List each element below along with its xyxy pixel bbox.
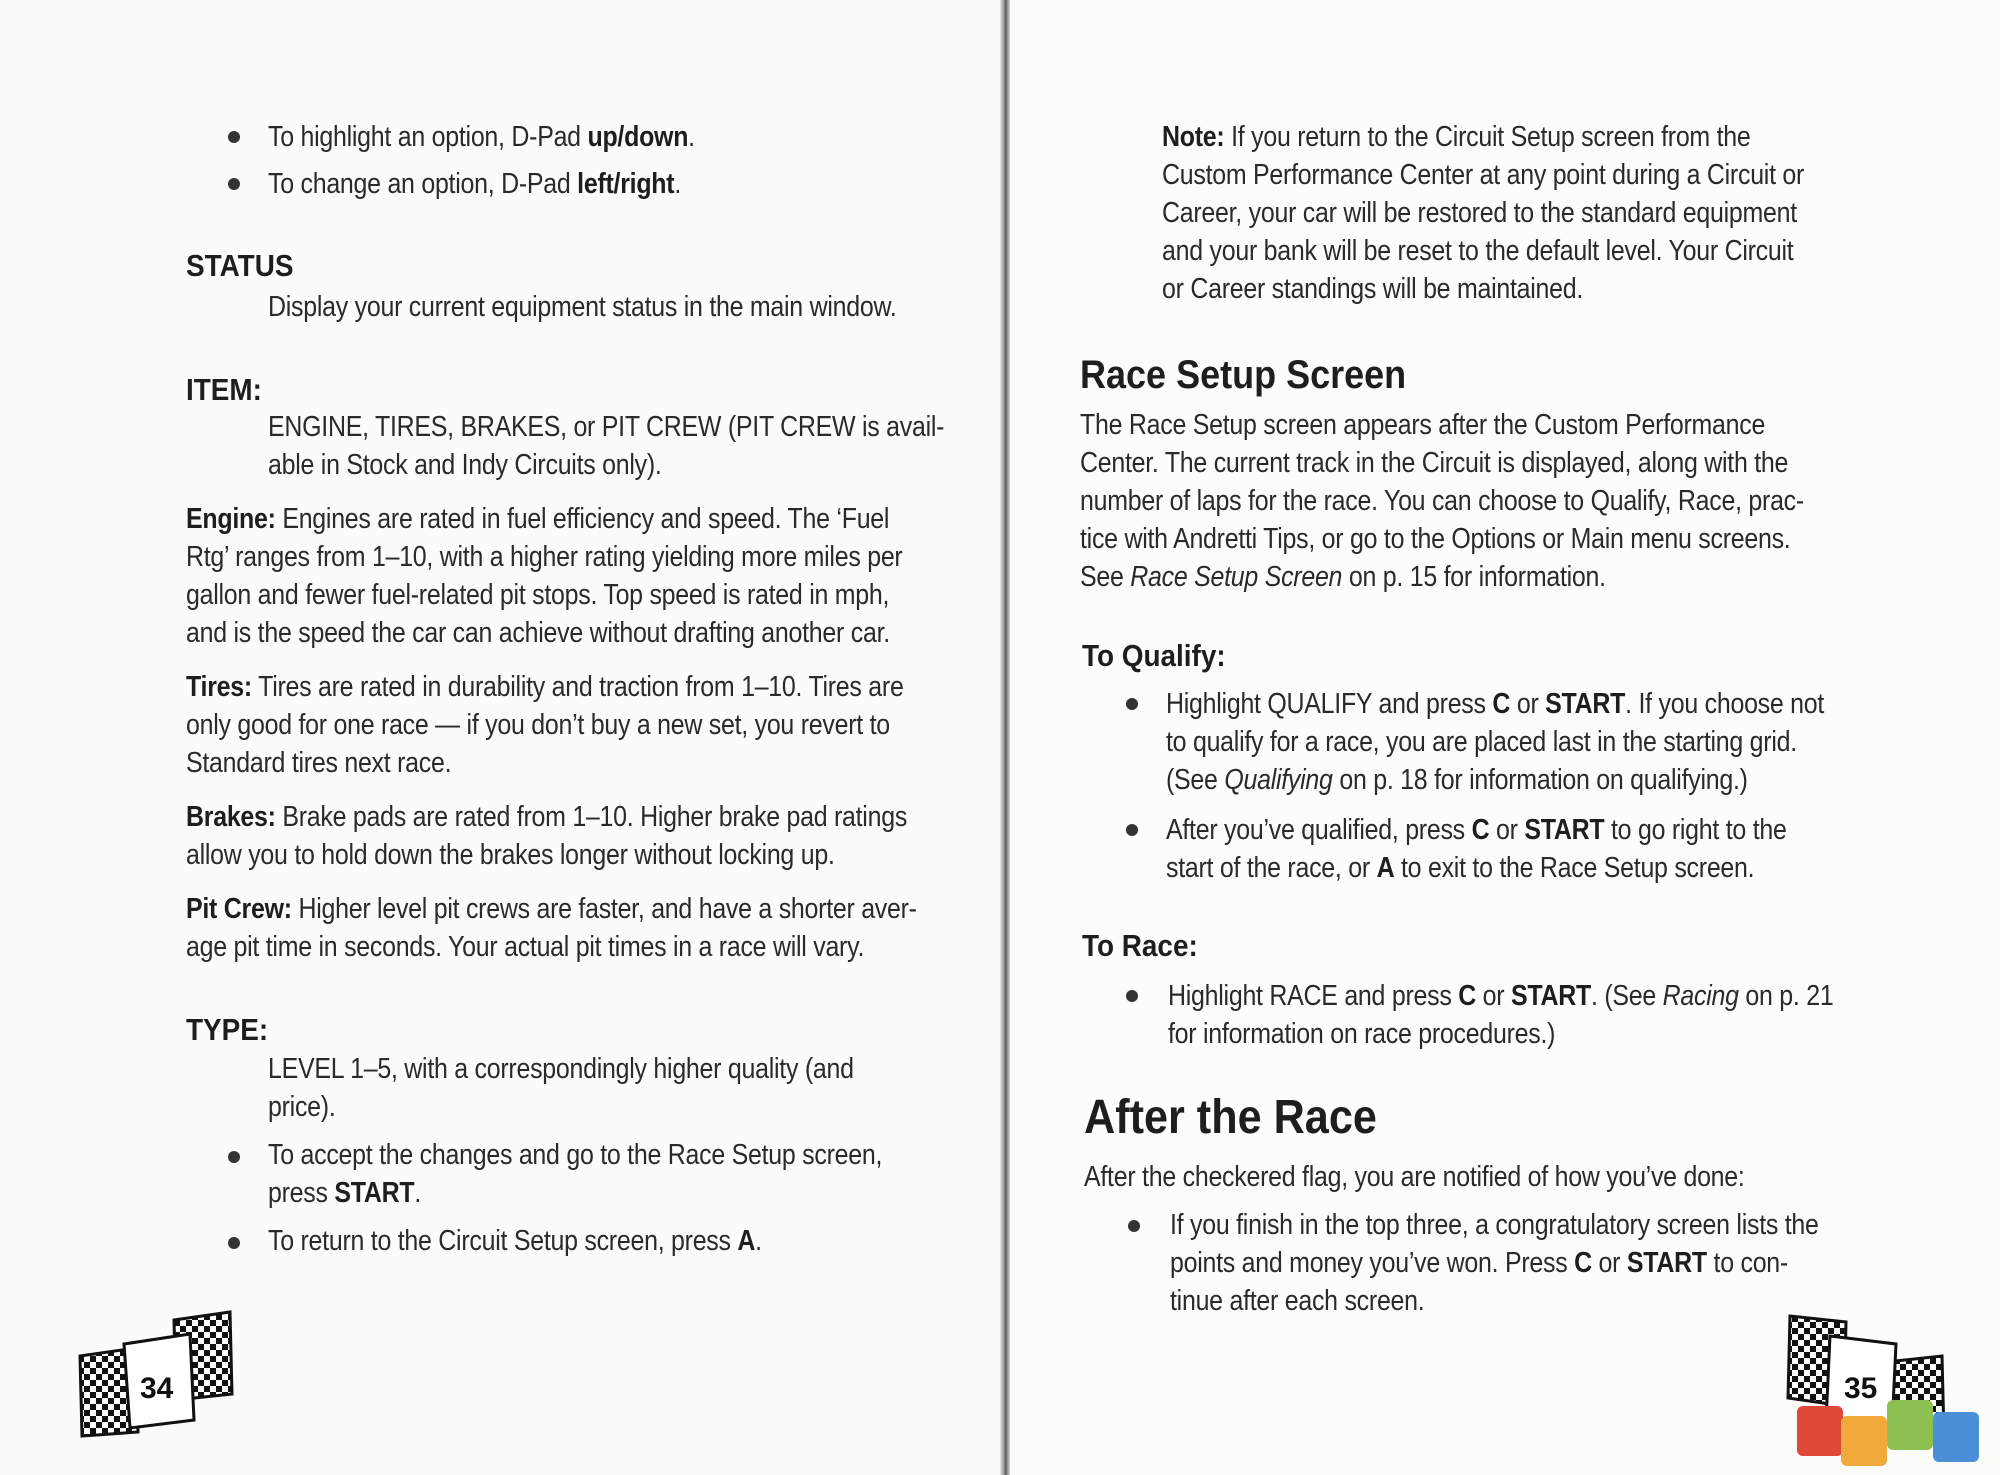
bullet-dot xyxy=(228,1237,240,1249)
race-setup-line: tice with Andretti Tips, or go to the Options or Main menu screens. xyxy=(1080,523,1791,555)
type-line: price). xyxy=(268,1091,336,1123)
bullet-dot xyxy=(1126,698,1138,710)
item-line: ENGINE, TIRES, BRAKES, or PIT CREW (PIT CREW is avail- xyxy=(268,411,945,443)
after-race-bullet-line2: points and money you’ve won. Press C or START to con- xyxy=(1170,1247,1788,1279)
bullet-dot xyxy=(1128,1220,1140,1232)
bullet-dot xyxy=(1126,824,1138,836)
race-setup-see: See Race Setup Screen on p. 15 for information. xyxy=(1080,561,1606,593)
after-race-heading: After the Race xyxy=(1084,1091,1377,1144)
qualify-bullet-1-line3: (See Qualifying on p. 18 for information on qualifying.) xyxy=(1166,764,1748,796)
bullet-accept-changes-line2: press START. xyxy=(268,1177,422,1209)
pitcrew-line: age pit time in seconds. Your actual pit times in a race will vary. xyxy=(186,931,865,963)
engine-line: Rtg’ ranges from 1–10, with a higher rating yielding more miles per xyxy=(186,541,903,573)
status-text: Display your current equipment status in the main window. xyxy=(268,291,897,323)
vgdb-tile-b xyxy=(1933,1412,1979,1462)
bullet-dot xyxy=(228,1151,240,1163)
vgdb-tile-v xyxy=(1797,1406,1843,1456)
after-race-bullet: If you finish in the top three, a congratulatory screen lists the xyxy=(1170,1209,1819,1241)
vgdb-tile-d xyxy=(1887,1400,1933,1450)
race-setup-line: Center. The current track in the Circuit is displayed, along with the xyxy=(1080,447,1789,479)
qualify-bullet-2-line2: start of the race, or A to exit to the Race Setup screen. xyxy=(1166,852,1755,884)
to-race-heading: To Race: xyxy=(1082,928,1198,963)
bullet-dot xyxy=(228,178,240,190)
after-race-intro: After the checkered flag, you are notified of how you’ve done: xyxy=(1084,1161,1745,1193)
item-line: able in Stock and Indy Circuits only). xyxy=(268,449,662,481)
bullet-dot xyxy=(1126,990,1138,1002)
race-bullet-line2: for information on race procedures.) xyxy=(1168,1018,1556,1050)
book-spine xyxy=(1000,0,1010,1475)
tires-line: Standard tires next race. xyxy=(186,747,452,779)
status-heading: STATUS xyxy=(186,248,294,283)
bullet-change-option: To change an option, D-Pad left/right. xyxy=(268,168,682,200)
note-line: Custom Performance Center at any point during a Circuit or xyxy=(1162,159,1805,191)
bullet-highlight-option: To highlight an option, D-Pad up/down. xyxy=(268,121,695,153)
pitcrew-paragraph: Pit Crew: Higher level pit crews are faster, and have a shorter aver- xyxy=(186,893,917,925)
bullet-dot xyxy=(228,131,240,143)
bullet-accept-changes: To accept the changes and go to the Race Setup screen, xyxy=(268,1139,883,1171)
vgdb-watermark-logo xyxy=(1795,1398,1995,1468)
race-bullet: Highlight RACE and press C or START. (See Racing on p. 21 xyxy=(1168,980,1834,1012)
engine-line: and is the speed the car can achieve without drafting another car. xyxy=(186,617,890,649)
type-line: LEVEL 1–5, with a correspondingly higher quality (and xyxy=(268,1053,854,1085)
qualify-bullet-1-line2: to qualify for a race, you are placed last in the starting grid. xyxy=(1166,726,1797,758)
note-line: and your bank will be reset to the default level. Your Circuit xyxy=(1162,235,1794,267)
checkered-flag-icon xyxy=(78,1308,238,1438)
engine-line: gallon and fewer fuel-related pit stops. Top speed is rated in mph, xyxy=(186,579,890,611)
qualify-bullet-2: After you’ve qualified, press C or START to go right to the xyxy=(1166,814,1787,846)
page-number: 34 xyxy=(140,1372,174,1405)
after-race-bullet-line3: tinue after each screen. xyxy=(1170,1285,1425,1317)
qualify-bullet-1: Highlight QUALIFY and press C or START. If you choose not xyxy=(1166,688,1825,720)
note-line: Career, your car will be restored to the standard equipment xyxy=(1162,197,1797,229)
race-setup-heading: Race Setup Screen xyxy=(1080,353,1407,397)
bullet-return-circuit: To return to the Circuit Setup screen, press A. xyxy=(268,1225,762,1257)
brakes-paragraph: Brakes: Brake pads are rated from 1–10. Higher brake pad ratings xyxy=(186,801,908,833)
vgdb-tile-g xyxy=(1841,1416,1887,1466)
engine-paragraph: Engine: Engines are rated in fuel efficiency and speed. The ‘Fuel xyxy=(186,503,890,535)
type-heading: TYPE: xyxy=(186,1012,269,1047)
right-page xyxy=(1010,0,2000,1475)
tires-line: only good for one race — if you don’t buy a new set, you revert to xyxy=(186,709,890,741)
to-qualify-heading: To Qualify: xyxy=(1082,638,1226,673)
tires-paragraph: Tires: Tires are rated in durability and traction from 1–10. Tires are xyxy=(186,671,904,703)
page-number: 35 xyxy=(1844,1372,1878,1405)
note-line: or Career standings will be maintained. xyxy=(1162,273,1584,305)
brakes-line: allow you to hold down the brakes longer without locking up. xyxy=(186,839,835,871)
note-paragraph: Note: If you return to the Circuit Setup screen from the xyxy=(1162,121,1751,153)
race-setup-line: number of laps for the race. You can choose to Qualify, Race, prac- xyxy=(1080,485,1804,517)
race-setup-line: The Race Setup screen appears after the Custom Performance xyxy=(1080,409,1766,441)
item-heading: ITEM: xyxy=(186,372,262,407)
